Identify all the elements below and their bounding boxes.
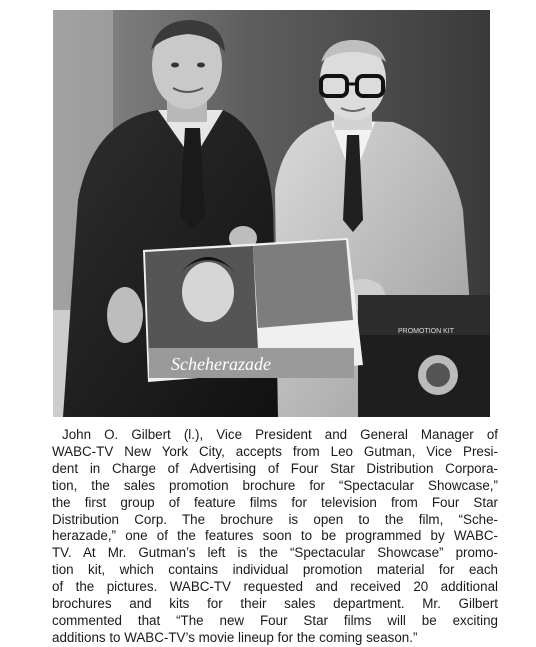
brochure xyxy=(143,238,363,382)
caption-line: herazade,” one of the features soon to be programmed by WABC- xyxy=(52,528,498,544)
caption-line: brochures and kits for their sales department. Mr. Gilbert xyxy=(52,596,498,612)
caption-line: TV. At Mr. Gutman’s left is the “Spectacular Showcase” promo- xyxy=(52,545,498,561)
promo-kit-label: PROMOTION KIT xyxy=(398,328,454,335)
caption-line: commented that “The new Four Star films will be exciting xyxy=(52,612,498,628)
caption-line: dent in Charge of Advertising of Four Star Distribution Corpora- xyxy=(52,460,498,476)
caption-line: the first group of feature films for television from Four Star xyxy=(52,494,498,510)
caption-line: Distribution Corp. The brochure is open to the film, “Sche- xyxy=(52,511,498,527)
caption-line: additions to WABC-TV’s movie lineup for the coming season.” xyxy=(52,629,418,645)
caption-line: WABC-TV New York City, accepts from Leo Gutman, Vice Presi- xyxy=(52,443,498,459)
photo-illustration xyxy=(53,10,490,417)
photo-caption xyxy=(52,427,498,647)
promotion-kit-box xyxy=(358,295,490,417)
brochure-title: Scheherazade xyxy=(171,354,271,374)
caption-line: of the pictures. WABC-TV requested and received 20 additional xyxy=(52,579,498,595)
caption-line: tion kit, which contains individual promotion material for each xyxy=(52,562,498,578)
news-photo xyxy=(53,10,490,417)
caption-line: John O. Gilbert (l.), Vice President and General Manager of xyxy=(62,427,498,442)
caption-line: tion, the sales promotion brochure for “Spectacular Showcase,” xyxy=(52,477,498,493)
